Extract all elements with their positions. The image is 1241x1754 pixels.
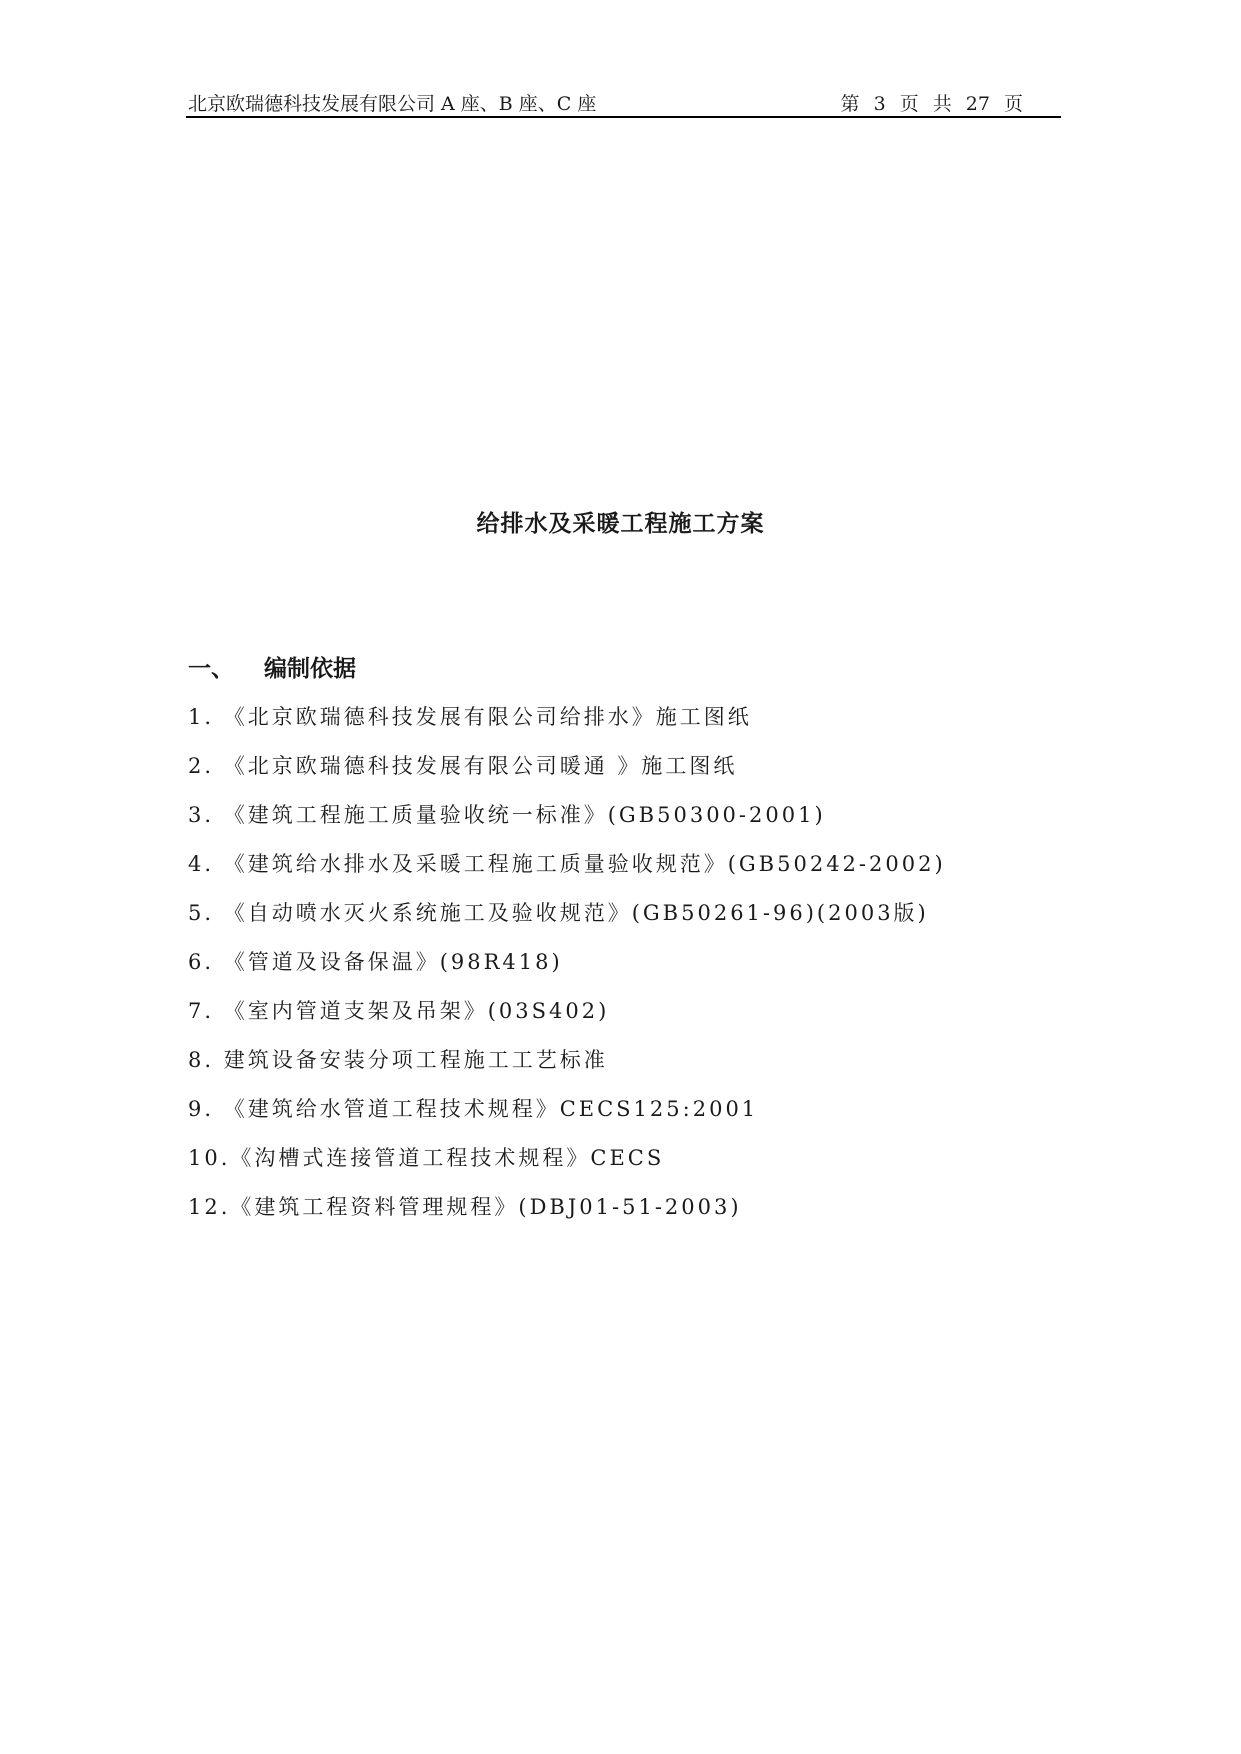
section-number: 一、 (188, 655, 234, 682)
list-item: 10.《沟槽式连接管道工程技术规程》CECS (188, 1146, 665, 1170)
list-item: 12.《建筑工程资料管理规程》(DBJ01-51-2003) (188, 1195, 742, 1219)
list-item: 1. 《北京欧瑞德科技发展有限公司给排水》施工图纸 (188, 705, 752, 729)
section-heading (188, 650, 356, 683)
list-item: 3. 《建筑工程施工质量验收统一标准》(GB50300-2001) (188, 803, 826, 827)
page-header (186, 86, 1061, 118)
list-item: 4. 《建筑给水排水及采暖工程施工质量验收规范》(GB50242-2002) (188, 852, 946, 876)
header-company: 北京欧瑞德科技发展有限公司 A 座、B 座、C 座 (188, 93, 597, 115)
section-title: 编制依据 (264, 655, 356, 682)
list-item: 2. 《北京欧瑞德科技发展有限公司暖通 》施工图纸 (188, 754, 738, 778)
list-item: 5. 《自动喷水灭火系统施工及验收规范》(GB50261-96)(2003版) (188, 901, 929, 925)
header-page-number: 第 3 页 共 27 页 (840, 93, 1023, 115)
list-item: 7. 《室内管道支架及吊架》(03S402) (188, 999, 610, 1023)
list-item: 9. 《建筑给水管道工程技术规程》CECS125:2001 (188, 1097, 759, 1121)
list-item: 6. 《管道及设备保温》(98R418) (188, 950, 563, 974)
document-title: 给排水及采暖工程施工方案 (476, 510, 765, 537)
reference-list (188, 693, 946, 1232)
list-item: 8. 建筑设备安装分项工程施工工艺标准 (188, 1048, 608, 1072)
